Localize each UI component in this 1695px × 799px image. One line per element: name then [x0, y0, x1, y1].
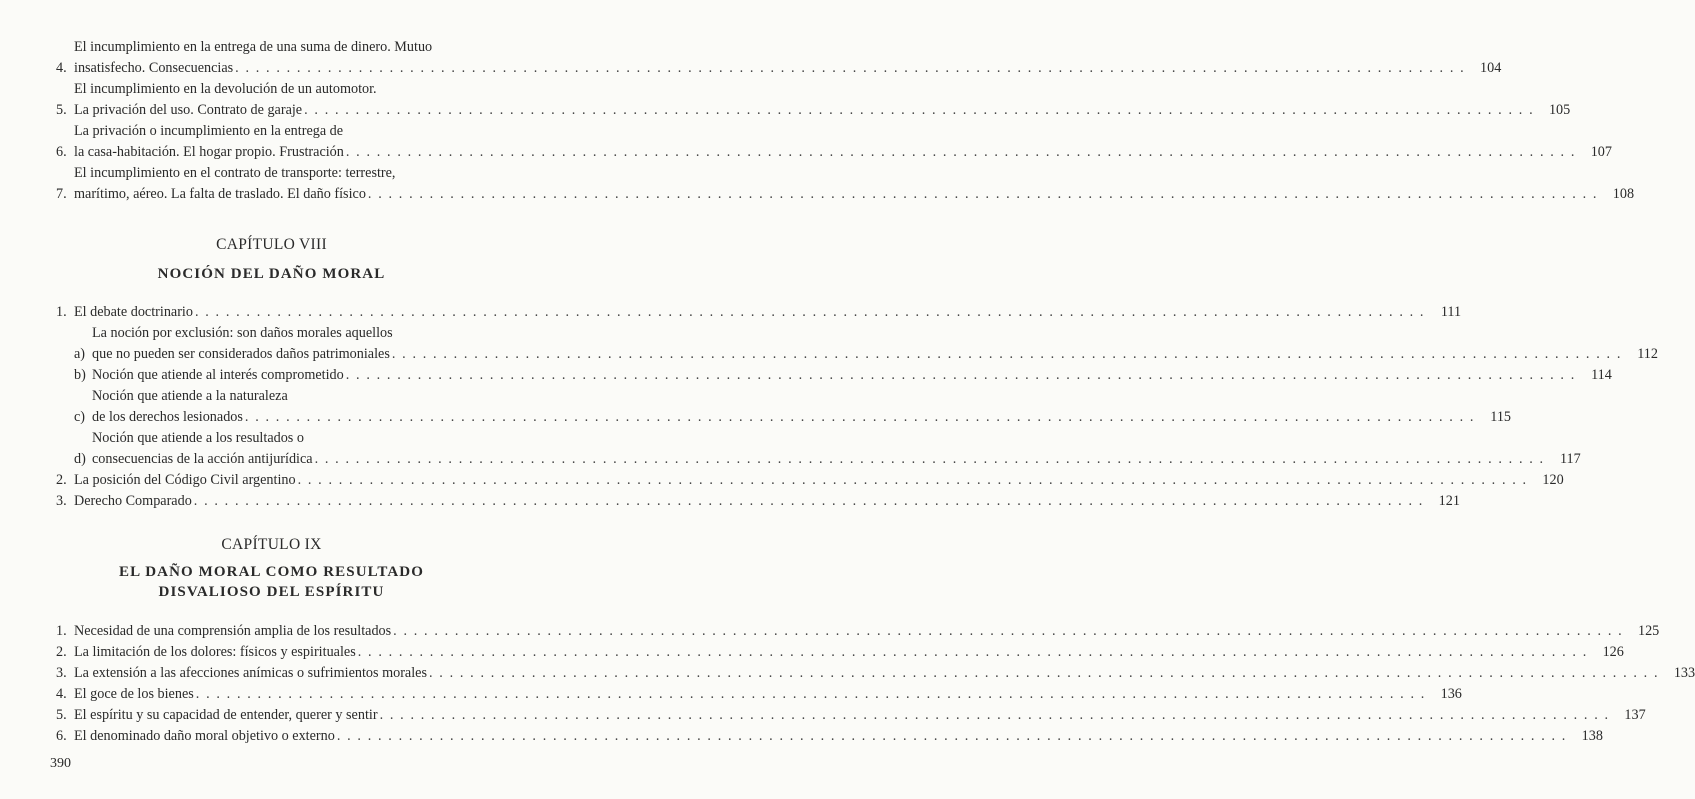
entry-body: [92, 365, 1612, 386]
entry-last-line: [74, 621, 1660, 642]
toc-entry[interactable]: [56, 491, 1460, 512]
dot-leader: . . . . . . . . . . . . . . . . . . . . . . . . . . . . . . . . . . . . . . . . . . . . . . . . . . . . . . . . . . . . . . . . . . . . . . . . . . . . . . . . . . . . . . . . . . . . . . . . . . . . . . . . . . . . . . . . . . . . . . . .: [194, 304, 1426, 320]
toc-entry[interactable]: [56, 79, 1571, 121]
dot-leader: . . . . . . . . . . . . . . . . . . . . . . . . . . . . . . . . . . . . . . . . . . . . . . . . . . . . . . . . . . . . . . . . . . . . . . . . . . . . . . . . . . . . . . . . . . . . . . . . . . . . . . . . . . . . . . . . . . . . . . . .: [195, 686, 1426, 702]
entry-text: La limitación de los dolores: físicos y espirituales: [74, 644, 356, 660]
entry-body: [92, 428, 1581, 470]
dot-leader: . . . . . . . . . . . . . . . . . . . . . . . . . . . . . . . . . . . . . . . . . . . . . . . . . . . . . . . . . . . . . . . . . . . . . . . . . . . . . . . . . . . . . . . . . . . . . . . . . . . . . . . . . . . . . . . . . . . . . . . .: [314, 451, 1545, 467]
entry-text: la casa-habitación. El hogar propio. Frustración: [74, 144, 344, 160]
entry-number: 2.: [56, 472, 67, 488]
entry-number: 4.: [56, 686, 67, 702]
entry-page-number: 108: [1612, 186, 1635, 202]
dot-leader: . . . . . . . . . . . . . . . . . . . . . . . . . . . . . . . . . . . . . . . . . . . . . . . . . . . . . . . . . . . . . . . . . . . . . . . . . . . . . . . . . . . . . . . . . . . . . . . . . . . . . . . . . . . . . . . . . . . . . . . .: [391, 346, 1622, 362]
toc-chapter-viii: [56, 302, 1658, 512]
entry-text: El goce de los bienes: [74, 686, 194, 702]
toc-entry[interactable]: [56, 705, 1646, 726]
dot-leader: . . . . . . . . . . . . . . . . . . . . . . . . . . . . . . . . . . . . . . . . . . . . . . . . . . . . . . . . . . . . . . . . . . . . . . . . . . . . . . . . . . . . . . . . . . . . . . . . . . . . . . . . . . . . . . . . . . . . . . . .: [367, 186, 1599, 202]
entry-last-line: [74, 705, 1646, 726]
entry-last-line: [74, 470, 1564, 491]
entry-text: El espíritu y su capacidad de entender, querer y sentir: [74, 707, 378, 723]
entry-text-line: Noción que atiende a la naturaleza: [92, 388, 288, 404]
page-number: 390: [50, 756, 71, 771]
entry-page-number: 111: [1440, 304, 1462, 320]
entry-page-number: 117: [1559, 451, 1581, 467]
entry-text-line: La noción por exclusión: son daños morales aquellos: [92, 325, 393, 341]
toc-entry[interactable]: [56, 470, 1564, 491]
dot-leader: . . . . . . . . . . . . . . . . . . . . . . . . . . . . . . . . . . . . . . . . . . . . . . . . . . . . . . . . . . . . . . . . . . . . . . . . . . . . . . . . . . . . . . . . . . . . . . . . . . . . . . . . . . . . . . . . . . . . . . . .: [345, 367, 1576, 383]
entry-last-line: [74, 302, 1462, 323]
entry-number: 6.: [56, 728, 67, 744]
entry-page-number: 120: [1542, 472, 1564, 488]
toc-entry[interactable]: [56, 121, 1612, 163]
entry-last-line: [74, 663, 1695, 684]
chapter-title-line-2: DISVALIOSO DEL ESPÍRITU: [158, 584, 385, 600]
entry-page-number: 115: [1490, 409, 1512, 425]
entry-number: 4.: [56, 60, 67, 76]
entry-number: 6.: [56, 144, 67, 160]
entry-number: 2.: [56, 644, 67, 660]
toc-entry[interactable]: [56, 37, 1502, 79]
chapter-ix-heading: [0, 536, 543, 602]
entry-body: [74, 642, 1624, 663]
toc-entry[interactable]: [56, 726, 1603, 747]
entry-page-number: 126: [1602, 644, 1624, 660]
entry-text: consecuencias de la acción antijurídica: [92, 451, 313, 467]
toc-chapter-ix: [56, 621, 1695, 747]
entry-body: [74, 121, 1612, 163]
dot-leader: . . . . . . . . . . . . . . . . . . . . . . . . . . . . . . . . . . . . . . . . . . . . . . . . . . . . . . . . . . . . . . . . . . . . . . . . . . . . . . . . . . . . . . . . . . . . . . . . . . . . . . . . . . . . . . . . . . . . . . . .: [193, 493, 1424, 509]
entry-body: [74, 79, 1571, 121]
entry-text: marítimo, aéreo. La falta de traslado. El daño físico: [74, 186, 366, 202]
entry-text-line: Noción que atiende a los resultados o: [92, 430, 304, 446]
entry-last-line: [92, 407, 1512, 428]
entry-body: [74, 302, 1462, 323]
entry-text: Derecho Comparado: [74, 493, 192, 509]
entry-page-number: 107: [1590, 144, 1612, 160]
entry-body: [74, 621, 1660, 642]
dot-leader: . . . . . . . . . . . . . . . . . . . . . . . . . . . . . . . . . . . . . . . . . . . . . . . . . . . . . . . . . . . . . . . . . . . . . . . . . . . . . . . . . . . . . . . . . . . . . . . . . . . . . . . . . . . . . . . . . . . . . . . .: [336, 728, 1567, 744]
entry-text-line: El incumplimiento en la devolución de un automotor.: [74, 81, 377, 97]
entry-text: El debate doctrinario: [74, 304, 193, 320]
toc-entry[interactable]: [56, 621, 1660, 642]
entry-body: [74, 684, 1462, 705]
entry-last-line: [74, 100, 1571, 121]
entry-last-line: [74, 684, 1462, 705]
entry-number: 3.: [56, 665, 67, 681]
entry-page-number: 125: [1637, 623, 1660, 639]
toc-entry[interactable]: [56, 302, 1462, 323]
entry-last-line: [92, 365, 1612, 386]
entry-page-number: 133: [1673, 665, 1695, 681]
dot-leader: . . . . . . . . . . . . . . . . . . . . . . . . . . . . . . . . . . . . . . . . . . . . . . . . . . . . . . . . . . . . . . . . . . . . . . . . . . . . . . . . . . . . . . . . . . . . . . . . . . . . . . . . . . . . . . . . . . . . . . . .: [297, 472, 1528, 488]
entry-text: Necesidad de una comprensión amplia de los resultados: [74, 623, 392, 639]
entry-number: 7.: [56, 186, 67, 202]
entry-number: c): [74, 409, 86, 425]
entry-last-line: [74, 642, 1624, 663]
entry-page-number: 105: [1548, 102, 1571, 118]
entry-text-line: El incumplimiento en el contrato de transporte: terrestre,: [74, 165, 396, 181]
entry-number: 5.: [56, 707, 67, 723]
entry-last-line: [74, 142, 1612, 163]
entry-number: d): [74, 451, 86, 467]
dot-leader: . . . . . . . . . . . . . . . . . . . . . . . . . . . . . . . . . . . . . . . . . . . . . . . . . . . . . . . . . . . . . . . . . . . . . . . . . . . . . . . . . . . . . . . . . . . . . . . . . . . . . . . . . . . . . . . . . . . . . . . .: [379, 707, 1610, 723]
entry-text: El denominado daño moral objetivo o externo: [74, 728, 335, 744]
entry-text-line: El incumplimiento en la entrega de una suma de dinero. Mutuo: [74, 39, 433, 55]
entry-text: de los derechos lesionados: [92, 409, 243, 425]
entry-number: 5.: [56, 102, 67, 118]
entry-text: que no pueden ser considerados daños patrimoniales: [92, 346, 390, 362]
entry-body: [74, 470, 1564, 491]
entry-text: La extensión a las afecciones anímicas o sufrimientos morales: [74, 665, 427, 681]
entry-number: 1.: [56, 623, 67, 639]
chapter-viii-heading: [0, 236, 543, 284]
toc-entry[interactable]: [56, 163, 1635, 205]
chapter-title: NOCIÓN DEL DAÑO MORAL: [157, 266, 386, 282]
entry-page-number: 138: [1581, 728, 1603, 744]
toc-entry[interactable]: [56, 365, 1612, 386]
dot-leader: . . . . . . . . . . . . . . . . . . . . . . . . . . . . . . . . . . . . . . . . . . . . . . . . . . . . . . . . . . . . . . . . . . . . . . . . . . . . . . . . . . . . . . . . . . . . . . . . . . . . . . . . . . . . . . . . . . . . . . . .: [345, 144, 1576, 160]
entry-body: [92, 386, 1512, 428]
toc-entry[interactable]: [56, 428, 1581, 470]
toc-section-continued: [56, 37, 1635, 205]
entry-last-line: [74, 184, 1635, 205]
dot-leader: . . . . . . . . . . . . . . . . . . . . . . . . . . . . . . . . . . . . . . . . . . . . . . . . . . . . . . . . . . . . . . . . . . . . . . . . . . . . . . . . . . . . . . . . . . . . . . . . . . . . . . . . . . . . . . . . . . . . . . . .: [393, 623, 1624, 639]
dot-leader: . . . . . . . . . . . . . . . . . . . . . . . . . . . . . . . . . . . . . . . . . . . . . . . . . . . . . . . . . . . . . . . . . . . . . . . . . . . . . . . . . . . . . . . . . . . . . . . . . . . . . . . . . . . . . . . . . . . . . . . .: [235, 60, 1466, 76]
dot-leader: . . . . . . . . . . . . . . . . . . . . . . . . . . . . . . . . . . . . . . . . . . . . . . . . . . . . . . . . . . . . . . . . . . . . . . . . . . . . . . . . . . . . . . . . . . . . . . . . . . . . . . . . . . . . . . . . . . . . . . . .: [357, 644, 1588, 660]
entry-page-number: 136: [1440, 686, 1462, 702]
entry-body: [74, 163, 1635, 205]
entry-text-line: La privación o incumplimiento en la entrega de: [74, 123, 344, 139]
entry-last-line: [74, 58, 1502, 79]
entry-body: [74, 491, 1460, 512]
toc-entry[interactable]: [56, 663, 1695, 684]
toc-entry[interactable]: [56, 684, 1462, 705]
entry-body: [74, 37, 1502, 79]
entry-last-line: [92, 344, 1658, 365]
entry-page-number: 112: [1637, 346, 1658, 362]
chapter-number: CAPÍTULO IX: [221, 536, 322, 553]
entry-last-line: [74, 491, 1460, 512]
entry-text: La posición del Código Civil argentino: [74, 472, 296, 488]
entry-body: [74, 705, 1646, 726]
toc-entry[interactable]: [56, 386, 1512, 428]
entry-body: [74, 726, 1603, 747]
entry-last-line: [74, 726, 1603, 747]
chapter-number: CAPÍTULO VIII: [216, 236, 327, 253]
dot-leader: . . . . . . . . . . . . . . . . . . . . . . . . . . . . . . . . . . . . . . . . . . . . . . . . . . . . . . . . . . . . . . . . . . . . . . . . . . . . . . . . . . . . . . . . . . . . . . . . . . . . . . . . . . . . . . . . . . . . . . . .: [304, 102, 1535, 118]
dot-leader: . . . . . . . . . . . . . . . . . . . . . . . . . . . . . . . . . . . . . . . . . . . . . . . . . . . . . . . . . . . . . . . . . . . . . . . . . . . . . . . . . . . . . . . . . . . . . . . . . . . . . . . . . . . . . . . . . . . . . . . .: [244, 409, 1476, 425]
entry-body: [92, 323, 1658, 365]
toc-entry[interactable]: [56, 642, 1624, 663]
entry-number: 3.: [56, 493, 67, 509]
entry-page-number: 121: [1438, 493, 1460, 509]
entry-text: insatisfecho. Consecuencias: [74, 60, 234, 76]
entry-page-number: 104: [1480, 60, 1502, 76]
entry-page-number: 114: [1591, 367, 1612, 383]
entry-text: La privación del uso. Contrato de garaje: [74, 102, 303, 118]
entry-text: Noción que atiende al interés comprometido: [92, 367, 344, 383]
entry-body: [74, 663, 1695, 684]
entry-page-number: 137: [1624, 707, 1646, 723]
toc-entry[interactable]: [56, 323, 1658, 365]
chapter-title-line-1: EL DAÑO MORAL COMO RESULTADO: [118, 564, 424, 580]
entry-number: b): [74, 367, 86, 383]
entry-last-line: [92, 449, 1581, 470]
entry-number: 1.: [56, 304, 67, 320]
entry-number: a): [74, 346, 86, 362]
dot-leader: . . . . . . . . . . . . . . . . . . . . . . . . . . . . . . . . . . . . . . . . . . . . . . . . . . . . . . . . . . . . . . . . . . . . . . . . . . . . . . . . . . . . . . . . . . . . . . . . . . . . . . . . . . . . . . . . . . . . . . . .: [429, 665, 1660, 681]
